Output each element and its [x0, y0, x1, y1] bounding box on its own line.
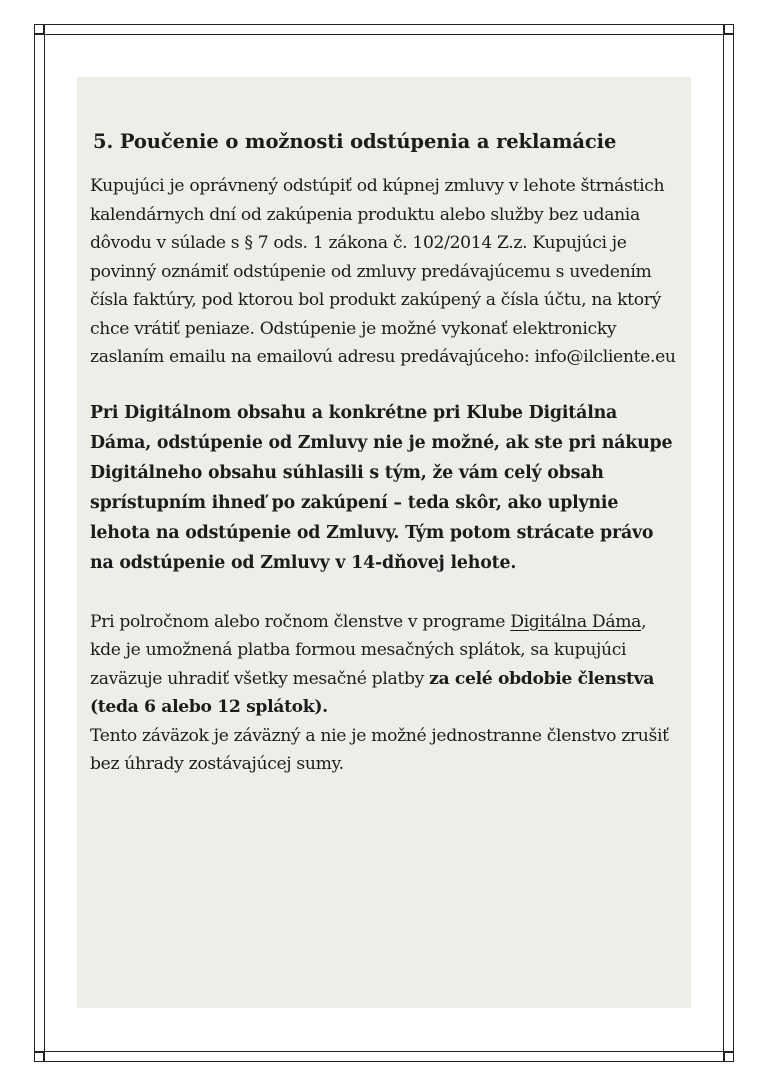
withdrawal-paragraph: Kupujúci je oprávnený odstúpiť od kúpnej zmluvy v lehote štrnástich kalendárnych dní od zakúpenia produktu alebo služby bez udania dôvodu v súlade s § 7 ods. 1 zákona č. 102/2014 Z.z. Kupujúci je povinný oznámiť odstúpenie od zmluvy predávajúcemu s uvedením čísla faktúry, pod ktorou bol produkt zakúpený a čísla účtu, na ktorý chce vrátiť peniaze. Odstúpenie je možné vykonať elektronicky zaslaním emailu na emailovú adresu predávajúceho: info@ilcliente.eu — [90, 176, 676, 367]
border-corner-bottom-right — [724, 1052, 734, 1062]
border-corner-top-right — [724, 24, 734, 34]
border-corner-top-left — [34, 24, 44, 34]
membership-intro-text: Pri polročnom alebo ročnom členstve v programe — [90, 611, 511, 632]
membership-bold-text: za celé obdobie členstva (teda 6 alebo 12 splátok). — [90, 668, 655, 717]
digitalna-dama-link[interactable]: Digitálna Dáma — [510, 611, 642, 632]
section-title: 5. Poučenie o možnosti odstúpenia a reklamácie — [93, 130, 617, 153]
membership-paragraph — [90, 608, 681, 779]
border-corner-bottom-left — [34, 1052, 44, 1062]
content-panel — [77, 77, 691, 1008]
digital-content-paragraph: Pri Digitálnom obsahu a konkrétne pri Klube Digitálna Dáma, odstúpenie od Zmluvy nie je možné, ak ste pri nákupe Digitálneho obsahu súhlasili s tým, že vám celý obsah sprístupním ihneď po zakúpení – teda skôr, ako uplynie lehota na odstúpenie od Zmluvy. Tým potom strácate právo na odstúpenie od Zmluvy v 14-dňovej lehote. — [90, 402, 673, 573]
membership-closing-text: Tento záväzok je záväzný a nie je možné jednostranne členstvo zrušiť bez úhrady zostávajúcej sumy. — [90, 725, 669, 774]
membership-middle-text: , kde je umožnená platba formou mesačných splátok, sa kupujúci zaväzuje uhradiť všetky mesačné platby — [90, 611, 647, 689]
